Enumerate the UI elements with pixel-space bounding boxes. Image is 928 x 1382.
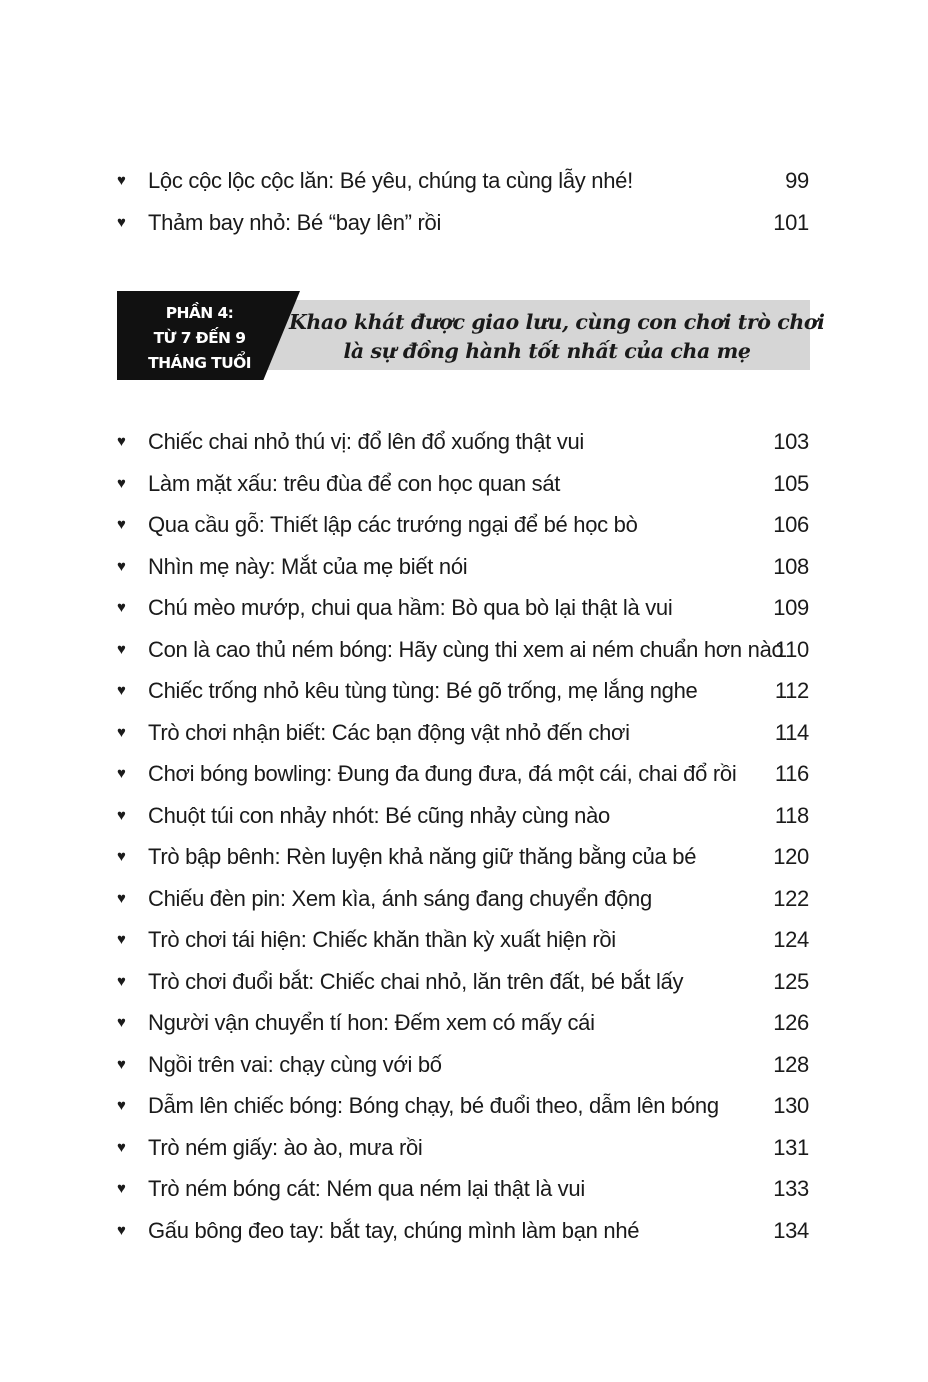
toc-entry-page-number: 101 xyxy=(773,209,809,235)
toc-entry-title: Chiếu đèn pin: Xem kìa, ánh sáng đang chuyển động xyxy=(148,885,652,911)
heart-bullet-icon: ♥ xyxy=(117,599,126,616)
heart-bullet-icon: ♥ xyxy=(117,557,126,575)
toc-entry xyxy=(0,878,928,920)
heart-bullet-icon: ♥ xyxy=(117,1180,126,1197)
toc-entry-page-number: 133 xyxy=(773,1176,809,1201)
toc-entry xyxy=(0,1210,928,1252)
section-banner xyxy=(117,291,825,380)
toc-entry-title: Qua cầu gỗ: Thiết lập các trướng ngại để bé học bò xyxy=(148,512,638,537)
heart-bullet-icon: ♥ xyxy=(117,806,126,824)
toc-entry-page-number: 134 xyxy=(773,1217,809,1243)
heart-bullet-icon: ♥ xyxy=(117,640,126,658)
toc-list-section-4 xyxy=(0,421,928,1251)
toc-entry-title: Thảm bay nhỏ: Bé “bay lên” rồi xyxy=(148,209,442,235)
toc-entry xyxy=(0,1085,928,1127)
toc-entry xyxy=(0,836,928,878)
toc-entry-title: Trò ném bóng cát: Ném qua ném lại thật là vui xyxy=(148,1176,585,1201)
toc-entry xyxy=(0,421,928,463)
toc-entry-page-number: 109 xyxy=(773,595,809,620)
heart-bullet-icon: ♥ xyxy=(117,474,126,492)
toc-entry-page-number: 122 xyxy=(773,885,809,911)
toc-entry-title: Chuột túi con nhảy nhót: Bé cũng nhảy cùng nào xyxy=(148,802,610,828)
toc-entry xyxy=(0,1168,928,1210)
heart-bullet-icon: ♥ xyxy=(117,1097,126,1114)
toc-entry xyxy=(0,463,928,505)
toc-entry-title: Trò ném giấy: ào ào, mưa rồi xyxy=(148,1134,423,1160)
toc-entry-page-number: 99 xyxy=(785,168,809,193)
toc-entry xyxy=(0,753,928,795)
heart-bullet-icon: ♥ xyxy=(117,1138,126,1156)
heart-bullet-icon: ♥ xyxy=(117,1055,126,1073)
toc-entry-title: Ngồi trên vai: chạy cùng với bố xyxy=(148,1051,442,1077)
toc-entry-page-number: 126 xyxy=(773,1010,809,1035)
toc-entry-title: Trò chơi nhận biết: Các bạn động vật nhỏ đến chơi xyxy=(148,719,630,745)
heart-bullet-icon: ♥ xyxy=(117,972,126,990)
toc-entry-title: Chiếc chai nhỏ thú vị: đổ lên đổ xuống thật vui xyxy=(148,429,584,454)
toc-entry xyxy=(0,1044,928,1086)
toc-list-top xyxy=(0,160,928,243)
toc-entry-page-number: 114 xyxy=(774,719,809,745)
toc-entry-page-number: 103 xyxy=(773,429,809,454)
toc-entry-page-number: 120 xyxy=(773,844,809,869)
heart-bullet-icon: ♥ xyxy=(117,1221,126,1239)
toc-entry-page-number: 108 xyxy=(773,553,809,579)
heart-bullet-icon: ♥ xyxy=(117,433,126,450)
toc-entry-page-number: 110 xyxy=(774,636,809,662)
toc-entry-page-number: 105 xyxy=(773,470,809,496)
toc-entry-title: Chơi bóng bowling: Đung đa đung đưa, đá một cái, chai đổ rồi xyxy=(148,761,737,786)
heart-bullet-icon: ♥ xyxy=(117,931,126,948)
toc-entry-page-number: 131 xyxy=(773,1134,809,1160)
toc-entry xyxy=(0,546,928,588)
section-label-line: THÁNG TUỔI xyxy=(148,354,251,372)
toc-entry-title: Làm mặt xấu: trêu đùa để con học quan sát xyxy=(148,470,561,496)
section-label-line: TỪ 7 ĐẾN 9 xyxy=(153,329,246,347)
toc-entry xyxy=(0,504,928,546)
toc-entry-title: Con là cao thủ ném bóng: Hãy cùng thi xem ai ném chuẩn hơn nào xyxy=(148,636,784,662)
toc-entry-page-number: 130 xyxy=(773,1093,809,1118)
toc-entry xyxy=(0,1002,928,1044)
toc-entry-title: Gấu bông đeo tay: bắt tay, chúng mình làm bạn nhé xyxy=(148,1217,640,1243)
toc-entry-title: Dẫm lên chiếc bóng: Bóng chạy, bé đuổi theo, dẫm lên bóng xyxy=(148,1093,719,1118)
heart-bullet-icon: ♥ xyxy=(117,1014,126,1031)
section-title xyxy=(289,308,825,366)
toc-entry-page-number: 125 xyxy=(773,968,809,994)
section-label xyxy=(127,301,272,376)
toc-entry xyxy=(0,919,928,961)
toc-entry xyxy=(0,670,928,712)
toc-entry xyxy=(0,795,928,837)
toc-entry xyxy=(0,712,928,754)
toc-entry-title: Trò bập bênh: Rèn luyện khả năng giữ thăng bằng của bé xyxy=(148,844,697,869)
toc-entry xyxy=(0,160,928,202)
toc-entry-title: Trò chơi đuổi bắt: Chiếc chai nhỏ, lăn trên đất, bé bắt lấy xyxy=(148,968,684,994)
toc-entry-title: Trò chơi tái hiện: Chiếc khăn thần kỳ xuất hiện rồi xyxy=(148,927,616,952)
heart-bullet-icon: ♥ xyxy=(117,889,126,907)
section-title-line: Khao khát được giao lưu, cùng con chơi trò chơi xyxy=(289,310,825,334)
heart-bullet-icon: ♥ xyxy=(117,516,126,533)
toc-entry-title: Nhìn mẹ này: Mắt của mẹ biết nói xyxy=(148,553,468,579)
heart-bullet-icon: ♥ xyxy=(117,682,126,699)
heart-bullet-icon: ♥ xyxy=(117,723,126,741)
toc-entry xyxy=(0,1127,928,1169)
toc-entry-page-number: 128 xyxy=(773,1051,809,1077)
section-label-line: PHẦN 4: xyxy=(165,304,234,322)
heart-bullet-icon: ♥ xyxy=(117,172,126,189)
toc-entry xyxy=(0,587,928,629)
toc-entry xyxy=(0,629,928,671)
toc-entry-page-number: 116 xyxy=(774,761,809,786)
section-title-line: là sự đồng hành tốt nhất của cha mẹ xyxy=(343,339,751,363)
toc-entry-page-number: 112 xyxy=(774,678,809,703)
toc-entry-title: Chú mèo mướp, chui qua hầm: Bò qua bò lại thật là vui xyxy=(148,595,673,620)
toc-entry-page-number: 124 xyxy=(773,927,809,952)
toc-entry-title: Chiếc trống nhỏ kêu tùng tùng: Bé gõ trống, mẹ lắng nghe xyxy=(148,678,698,703)
toc-entry-title: Lộc cộc lộc cộc lăn: Bé yêu, chúng ta cùng lẫy nhé! xyxy=(148,168,633,193)
toc-entry-page-number: 118 xyxy=(774,802,809,828)
heart-bullet-icon: ♥ xyxy=(117,213,126,231)
toc-entry-title: Người vận chuyển tí hon: Đếm xem có mấy cái xyxy=(148,1010,595,1035)
toc-entry-page-number: 106 xyxy=(773,512,809,537)
toc-entry xyxy=(0,202,928,244)
toc-entry xyxy=(0,961,928,1003)
heart-bullet-icon: ♥ xyxy=(117,765,126,782)
heart-bullet-icon: ♥ xyxy=(117,848,126,865)
